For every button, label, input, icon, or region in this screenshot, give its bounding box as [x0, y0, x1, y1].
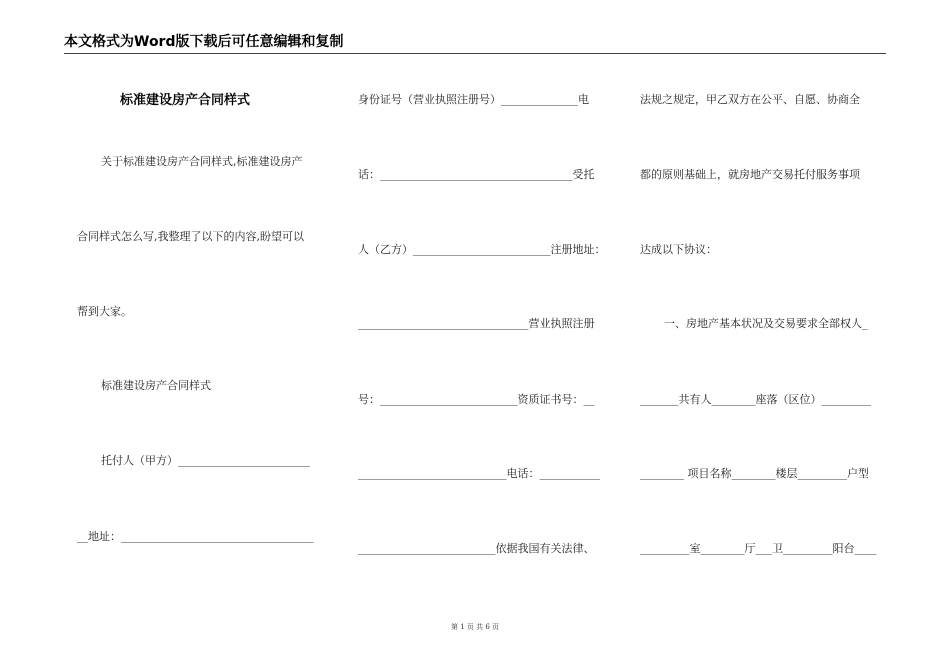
col3-line-5: _______共有人________座落（区位）_________	[640, 393, 871, 406]
col2-line-2: 话：___________________________________受托	[358, 168, 595, 181]
col3-line-4: 一、房地产基本状况及交易要求全部权人_	[664, 317, 868, 330]
col2-line-3: 人（乙方）_________________________注册地址：	[358, 243, 606, 256]
col3-line-1: 法规之规定，甲乙双方在公平、自愿、协商全	[640, 93, 860, 106]
col1-line-4: 标准建设房产合同样式	[101, 379, 211, 392]
document-title: 标准建设房产合同样式	[120, 93, 251, 108]
col3-line-7: _________室________厅___卫_________阳台____	[640, 542, 877, 555]
col3-line-6: ________ 项目名称________楼层_________户型	[640, 467, 869, 480]
col2-line-6: ___________________________电话：___________	[358, 467, 600, 480]
col1-line-1: 关于标准建设房产合同样式,标准建设房产	[101, 155, 303, 168]
col1-line-3: 帮到大家。	[77, 305, 132, 318]
page-header	[64, 34, 886, 54]
col2-line-1: 身份证号（营业执照注册号）______________电	[358, 93, 589, 106]
col2-line-7: _________________________依据我国有关法律、	[358, 542, 595, 555]
header-title: 本文格式为Word版下载后可任意编辑和复制	[64, 34, 344, 50]
page-number-footer: 第 1 页 共 6 页	[450, 623, 500, 631]
col3-line-3: 达成以下协议：	[640, 243, 717, 256]
col1-line-5: 托付人（甲方）________________________	[101, 454, 310, 467]
col2-line-5: 号：_________________________资质证书号：__	[358, 393, 595, 406]
col3-line-2: 都的原则基础上，就房地产交易托付服务事项	[640, 168, 860, 181]
col2-line-4: _______________________________营业执照注册	[358, 317, 595, 330]
col1-line-2: 合同样式怎么写,我整理了以下的内容,盼望可以	[77, 230, 304, 243]
col1-line-6: __地址：___________________________________	[77, 530, 314, 543]
